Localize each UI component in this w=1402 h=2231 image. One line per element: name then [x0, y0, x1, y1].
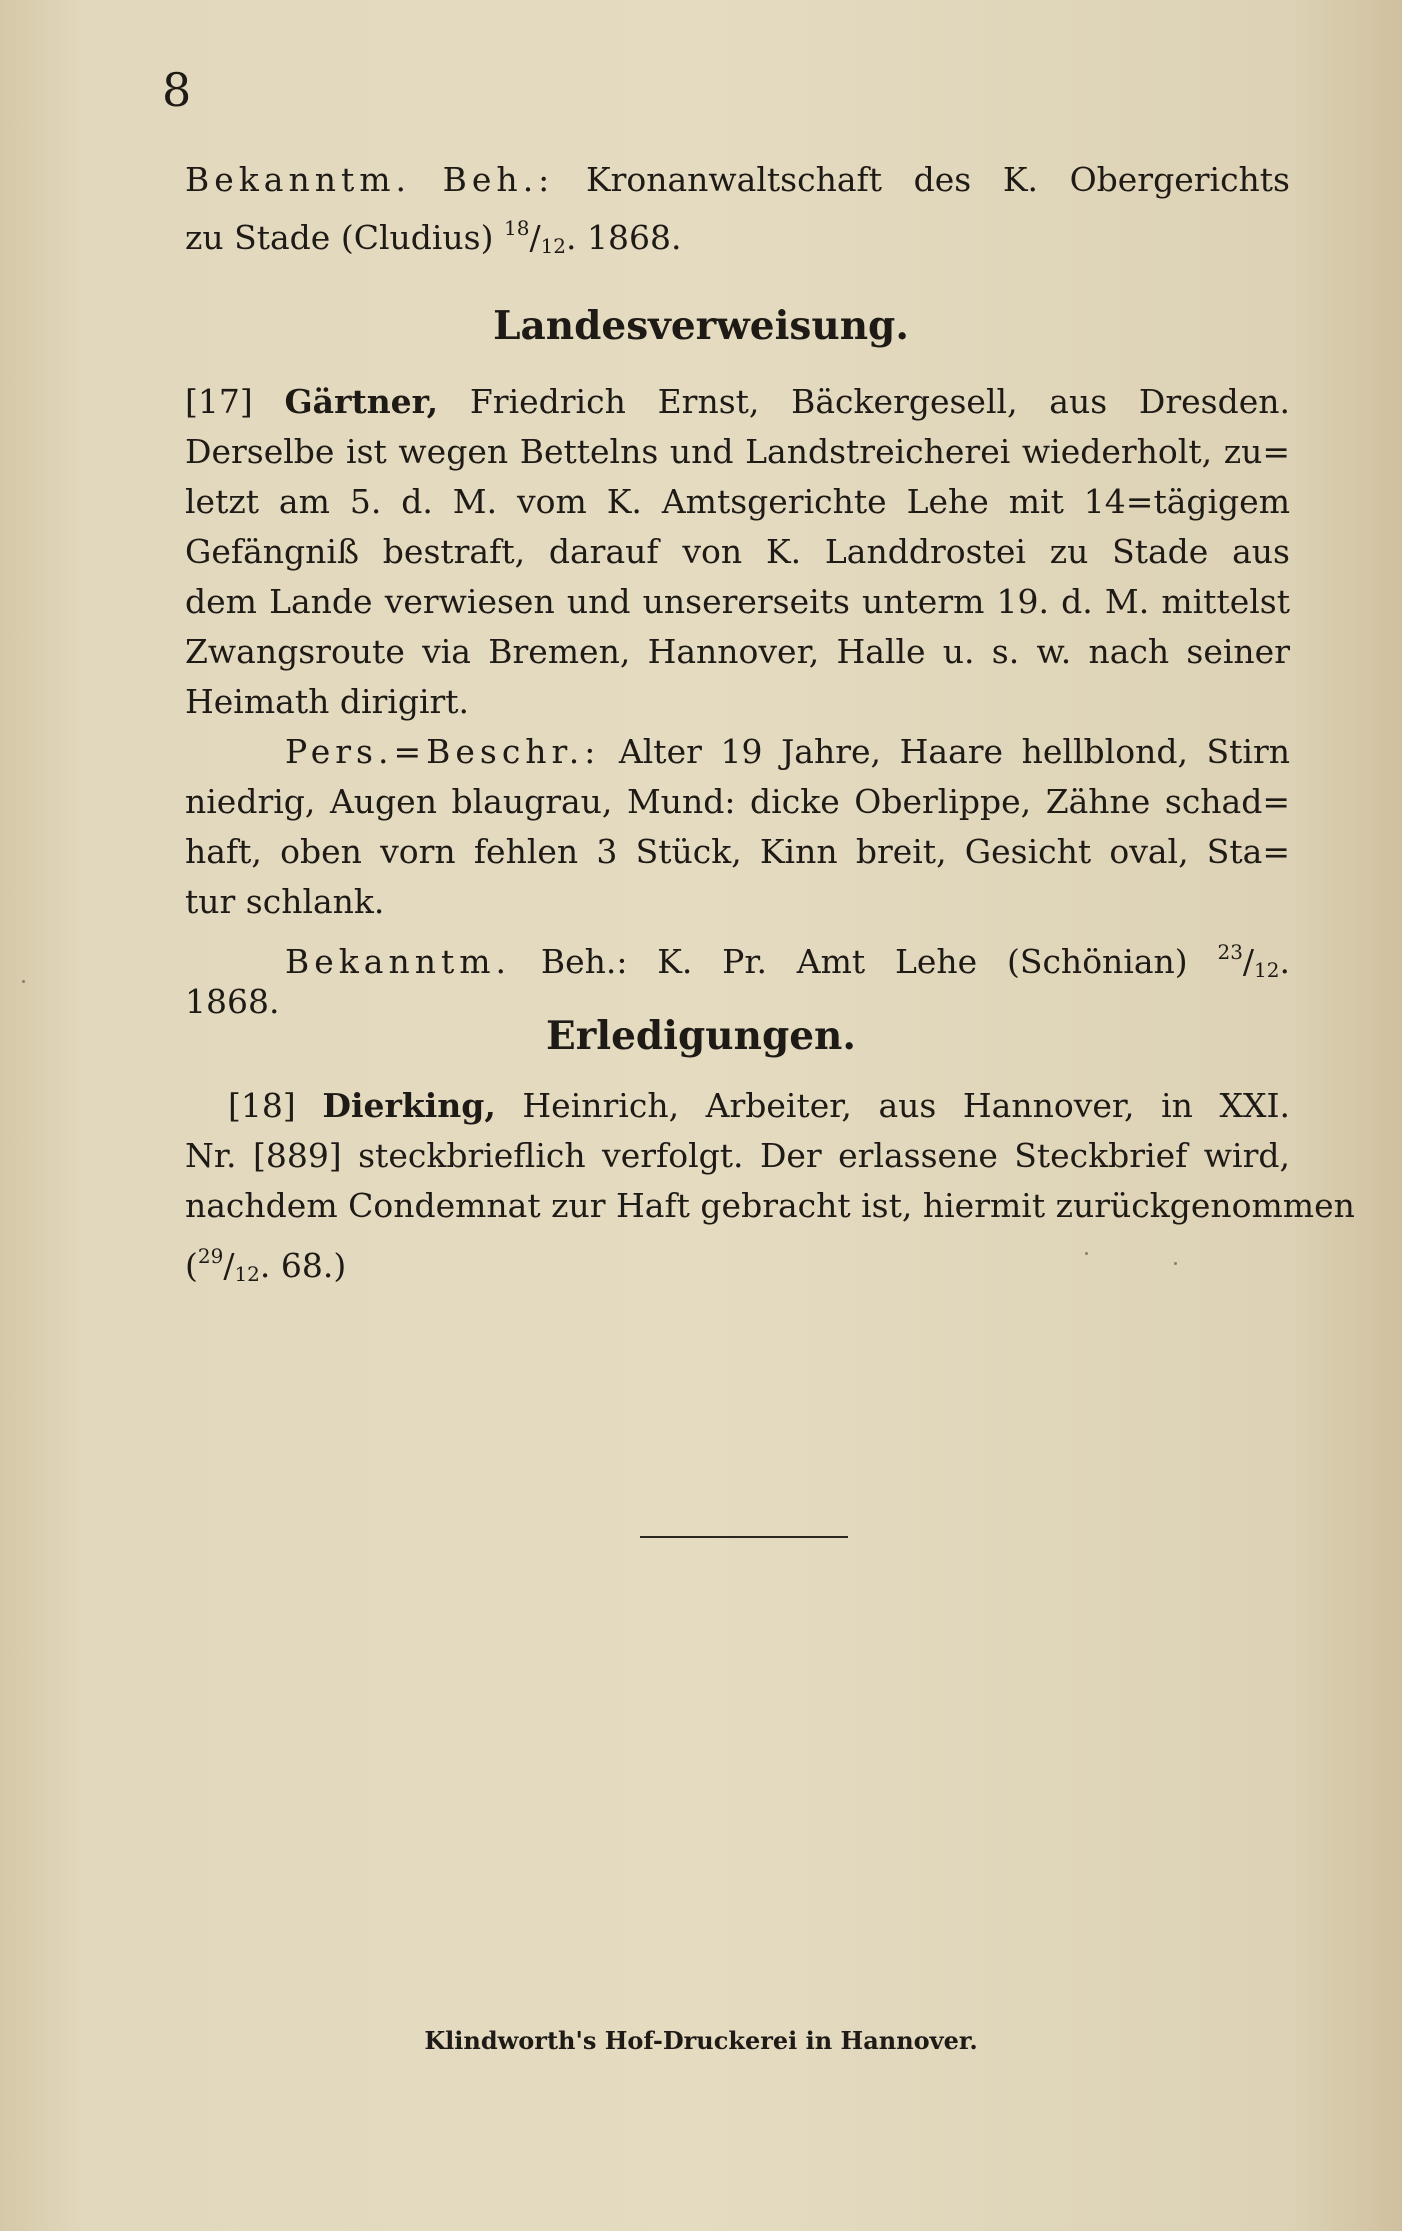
fraction-denominator: 12: [234, 1262, 260, 1286]
entry-18-line-3: nachdem Condemnat zur Haft gebracht ist, hiermit zurückgenommen: [185, 1186, 1355, 1225]
entry-number: [18]: [228, 1086, 296, 1125]
printer-imprint: Klindworth's Hof-Druckerei in Hannover.: [424, 2026, 978, 2055]
ink-speck: [22, 980, 25, 983]
notice-label: Bekanntm.: [185, 160, 412, 199]
notice2-text: Beh.: K. Pr. Amt Lehe (Schönian): [540, 942, 1188, 981]
description-label: Pers.=Beschr.:: [285, 732, 601, 771]
fraction-period: .: [1279, 942, 1290, 981]
horizontal-rule: [640, 1536, 848, 1538]
entry-17-line-2: Derselbe ist wegen Bettelns und Landstreicherei wiederholt, zu=: [185, 432, 1290, 471]
entry-17-line-4: Gefängniß bestraft, darauf von K. Landdrostei zu Stade aus: [185, 532, 1290, 571]
entry-17-line-3: letzt am 5. d. M. vom K. Amtsgerichte Lehe mit 14=tägigem: [185, 482, 1290, 521]
entry-name: Dierking,: [322, 1086, 496, 1125]
description-line-2: niedrig, Augen blaugrau, Mund: dicke Oberlippe, Zähne schad=: [185, 782, 1290, 821]
notice2-date-fraction: $^{23}/_{12}$.: [1217, 940, 1290, 982]
fraction-numerator: 23: [1217, 940, 1243, 964]
description-line-4: tur schlank.: [185, 882, 385, 921]
entry-17-line-7: Heimath dirigirt.: [185, 682, 470, 721]
fraction-denominator: 12: [1254, 958, 1280, 982]
notice-line-1: [185, 156, 1290, 204]
page-number: 8: [162, 63, 192, 117]
fraction-numerator: 18: [504, 216, 530, 240]
ink-speck: [1085, 1252, 1088, 1255]
entry-18-date-fraction: $^{29}/_{12}$: [197, 1244, 260, 1286]
entry-17-line-1: [185, 378, 1290, 426]
entry-number: [17]: [185, 382, 253, 421]
ink-speck: [1174, 1262, 1177, 1265]
fraction-numerator: 29: [197, 1244, 224, 1268]
notice-date-fraction: $^{18}/_{12}$: [504, 216, 567, 258]
description-line-3: haft, oben vorn fehlen 3 Stück, Kinn breit, Gesicht oval, Sta=: [185, 832, 1290, 871]
section-heading-landesverweisung: Landesverweisung.: [493, 303, 909, 349]
notice2-year: 1868.: [185, 982, 280, 1021]
description-text: Alter 19 Jahre, Haare hellblond, Stirn: [618, 732, 1290, 771]
notice-authority: Kronanwaltschaft des K. Obergerichts: [585, 160, 1290, 199]
entry-18-line-4: [185, 1232, 1290, 1298]
entry-name: Gärtner,: [284, 382, 439, 421]
notice-year: . 1868.: [566, 218, 682, 257]
entry-17-line-6: Zwangsroute via Bremen, Hannover, Halle u. s. w. nach seiner: [185, 632, 1290, 671]
section-heading-erledigungen: Erledigungen.: [546, 1013, 856, 1059]
entry-18-date-rest: . 68.): [259, 1246, 347, 1285]
entry-17-line-5: dem Lande verwiesen und unsererseits unterm 19. d. M. mittelst: [185, 582, 1290, 621]
notice-location: zu Stade (Cludius): [185, 218, 494, 257]
description-line-1: [285, 728, 1290, 776]
entry-line-text: Heinrich, Arbeiter, aus Hannover, in XXI.: [522, 1086, 1290, 1125]
entry-18-line-2: Nr. [889] steckbrieflich verfolgt. Der erlassene Steckbrief wird,: [185, 1136, 1290, 1175]
notice-beh: Beh.:: [442, 160, 555, 199]
notice2-label: Bekanntm.: [285, 942, 512, 981]
entry-18-line-1: [228, 1082, 1290, 1130]
notice-line-2: [185, 204, 1290, 270]
fraction-denominator: 12: [540, 234, 567, 258]
entry-line-text: Friedrich Ernst, Bäckergesell, aus Dresden.: [469, 382, 1290, 421]
paren-open: (: [185, 1246, 198, 1285]
